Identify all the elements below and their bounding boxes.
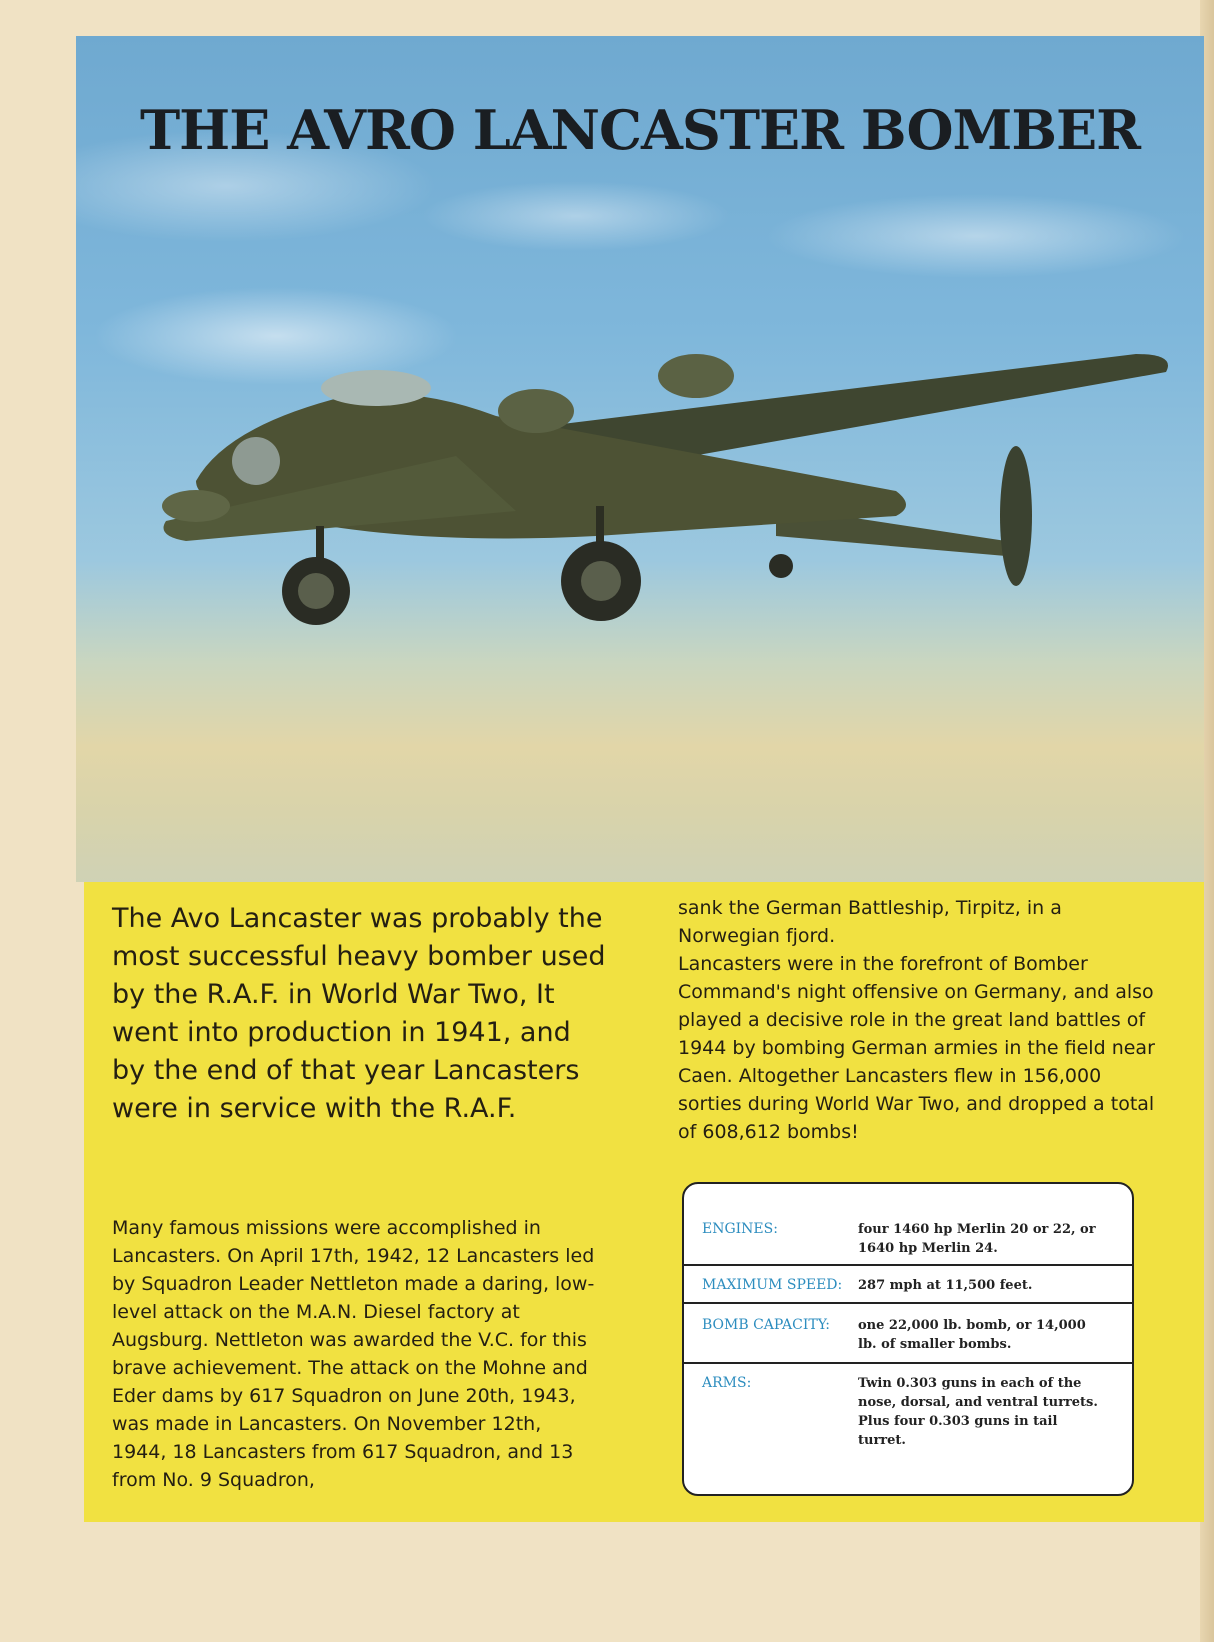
specifications-box (682, 1182, 1134, 1496)
spec-label: MAXIMUM SPEED: (702, 1277, 843, 1293)
spec-label: BOMB CAPACITY: (702, 1317, 830, 1333)
tail-wheel (769, 554, 793, 578)
engine-inner (498, 389, 574, 433)
right-column-text (678, 894, 1158, 1146)
forefront-paragraph: Lancasters were in the forefront of Bomber Command's night offensive on Germany, and also played a decisive role in the great land battles of 1944 by bombing German armies in the field near Caen. Altogether Lancasters flew in 156,000 sorties during World War Two, and dropped a total of 608,612 bombs! (678, 953, 1155, 1143)
cockpit-canopy (321, 370, 431, 406)
continuation-paragraph: sank the German Battleship, Tirpitz, in a Norwegian fjord. (678, 897, 1062, 947)
spec-value: four 1460 hp Merlin 20 or 22, or 1640 hp Merlin 24. (858, 1222, 1096, 1256)
spec-value: Twin 0.303 guns in each of the nose, dorsal, and ventral turrets. Plus four 0.303 guns in tail turret. (858, 1376, 1098, 1448)
spec-value: one 22,000 lb. bomb, or 14,000 lb. of smaller bombs. (858, 1318, 1086, 1352)
illustration-sky (76, 36, 1204, 882)
spec-label: ENGINES: (702, 1221, 778, 1237)
intro-paragraph: The Avo Lancaster was probably the most successful heavy bomber used by the R.A.F. in World War Two, It went into production in 1941, and by the end of that year Lancasters were in service with the R.A.F. (112, 903, 606, 1124)
missions-paragraph: Many famous missions were accomplished in Lancasters. On April 17th, 1942, 12 Lancasters led by Squadron Leader Nettleton made a daring, low-level attack on the M.A.N. Diesel factory at Augsburg. Nettleton was awarded the V.C. for this brave achievement. The attack on the Mohne and Eder dams by 617 Squadron on June 20th, 1943, was made in Lancasters. On November 12th, 1944, 18 Lancasters from 617 Squadron, and 13 from No. 9 Squadron, (112, 1217, 595, 1491)
spec-row-arms (684, 1362, 1132, 1496)
spec-label: ARMS: (702, 1375, 752, 1391)
engine-near (162, 490, 230, 522)
engine-outer (658, 354, 734, 398)
lancaster-bomber-illustration (76, 36, 1204, 882)
nose-turret (232, 437, 280, 485)
tail-fin (1000, 446, 1032, 586)
spec-row-engines (684, 1184, 1132, 1264)
spec-value: 287 mph at 11,500 feet. (858, 1278, 1033, 1293)
text-panel (84, 882, 1204, 1522)
spec-row-bomb-capacity (684, 1302, 1132, 1364)
page-title: THE AVRO LANCASTER BOMBER (140, 98, 1140, 162)
spec-row-speed (684, 1264, 1132, 1304)
